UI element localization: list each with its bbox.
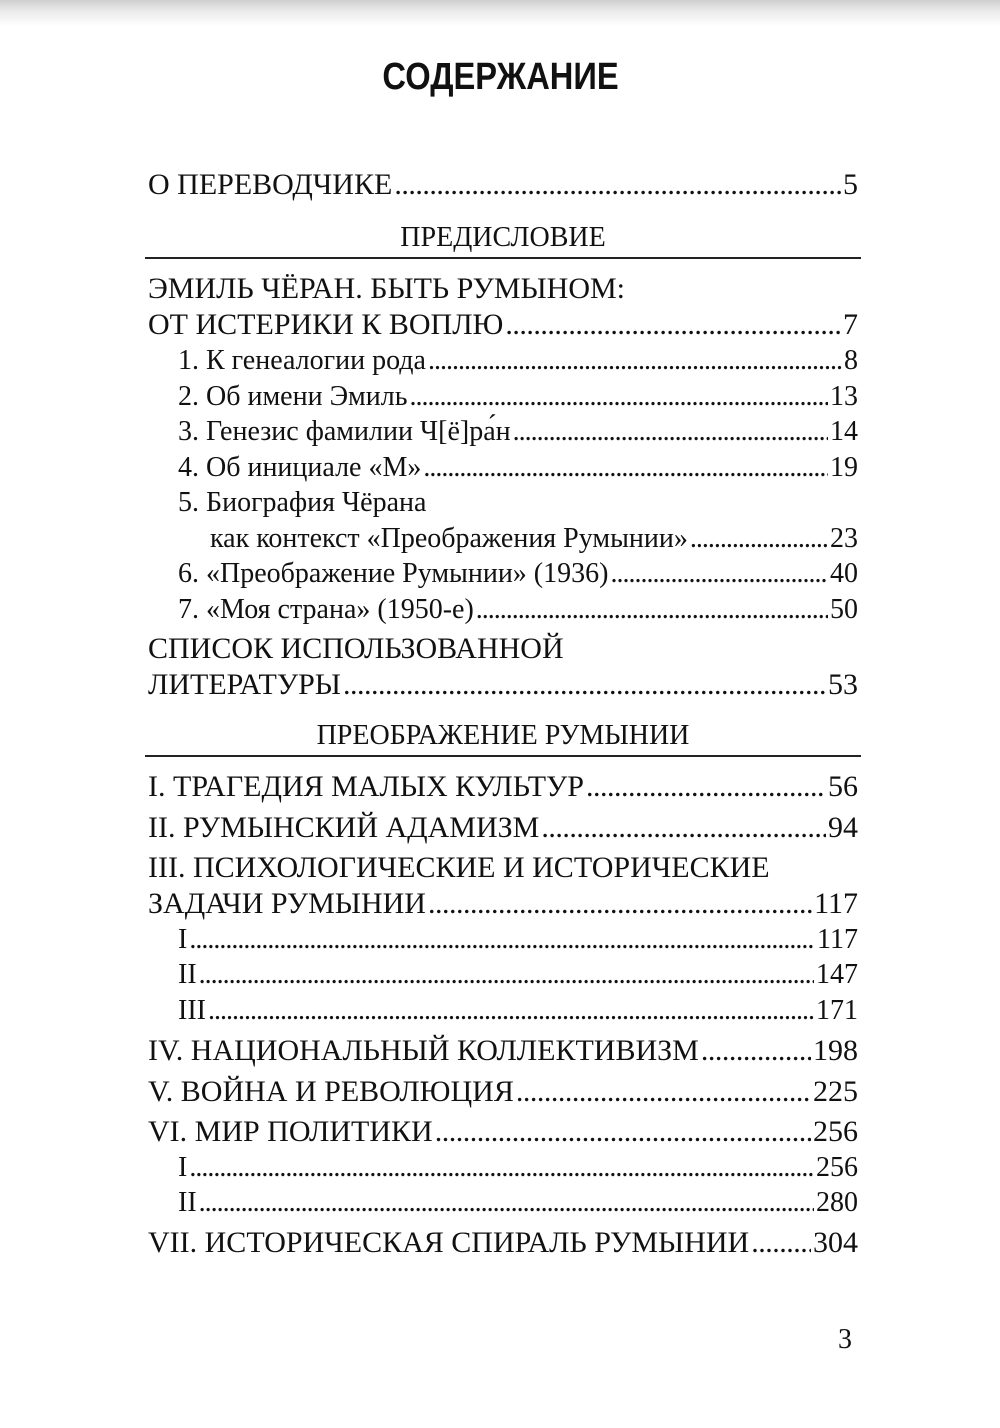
toc-entry-label: 6. «Преображение Румынии» (1936)	[178, 558, 609, 589]
toc-entry-page: 13	[830, 381, 858, 412]
toc-entry-label: IV. НАЦИОНАЛЬНЫЙ КОЛЛЕКТИВИЗМ	[148, 1034, 699, 1067]
toc-entry-chapter-2[interactable]	[148, 811, 858, 845]
toc-entry-chapter-7[interactable]	[148, 1226, 858, 1260]
toc-entry-page: 7	[843, 308, 858, 341]
toc-entry-preface-4[interactable]	[148, 452, 858, 484]
dot-leader	[541, 811, 826, 845]
toc-entry-page: 147	[816, 959, 858, 990]
toc-entry-preface-6[interactable]	[148, 558, 858, 590]
toc-entry-preface-3[interactable]	[148, 416, 858, 448]
dot-leader	[610, 558, 828, 590]
dot-leader	[189, 1152, 814, 1184]
page-title: СОДЕРЖАНИЕ	[382, 56, 619, 98]
dot-leader	[513, 416, 828, 448]
toc-entry-page: 8	[844, 345, 858, 376]
toc-entry-page: 171	[816, 995, 858, 1026]
toc-entry-page: 256	[816, 1152, 858, 1183]
toc-entry-preface-1[interactable]	[148, 345, 858, 377]
dot-leader	[394, 168, 841, 202]
toc-entry-label: III	[178, 995, 206, 1026]
dot-leader	[423, 452, 828, 484]
toc-entry-label: VII. ИСТОРИЧЕСКАЯ СПИРАЛЬ РУМЫНИИ	[148, 1226, 750, 1259]
toc-entry-chapter-3-part-2[interactable]	[148, 959, 858, 991]
dot-leader	[505, 308, 841, 342]
toc-entry-label: 3. Генезис фамилии Ч[ё]ра́н	[178, 416, 511, 447]
toc-entry-chapter-4[interactable]	[148, 1034, 858, 1068]
toc-entry-page: 304	[813, 1226, 858, 1259]
toc-entry-label: I	[178, 924, 188, 955]
toc-entry-chapter-5[interactable]	[148, 1075, 858, 1109]
toc-entry-label: I. ТРАГЕДИЯ МАЛЫХ КУЛЬТУР	[148, 770, 584, 803]
toc-entry-preface-2[interactable]	[148, 381, 858, 413]
toc-entry-page: 280	[816, 1187, 858, 1218]
toc-entry-label: ЗАДАЧИ РУМЫНИИ	[148, 887, 426, 920]
toc-entry-page: 56	[828, 770, 858, 803]
dot-leader	[586, 770, 826, 804]
toc-entry-chapter-6-part-2[interactable]	[148, 1187, 858, 1219]
dot-leader	[690, 523, 828, 555]
toc-entry-label: 2. Об имени Эмиль	[178, 381, 408, 412]
toc-entry-preface-7[interactable]	[148, 594, 858, 626]
toc-entry-label: II. РУМЫНСКИЙ АДАМИЗМ	[148, 811, 540, 844]
dot-leader	[199, 959, 814, 991]
toc-entry-chapter-1[interactable]	[148, 770, 858, 804]
section-heading-transfiguration: ПРЕОБРАЖЕНИЕ РУМЫНИИ	[145, 720, 861, 757]
toc-entry-label: II	[178, 1187, 197, 1218]
toc-entry-preface-5-line1[interactable]	[148, 487, 858, 519]
toc-entry-page: 14	[830, 416, 858, 447]
dot-leader	[410, 381, 829, 413]
toc-entry-page: 117	[817, 924, 858, 955]
toc-entry-bibliography-line1[interactable]	[148, 632, 858, 666]
page-number: 3	[838, 1324, 852, 1355]
toc-entry-label: ЭМИЛЬ ЧЁРАН. БЫТЬ РУМЫНОМ:	[148, 272, 626, 305]
toc-entry-label: III. ПСИХОЛОГИЧЕСКИЕ И ИСТОРИЧЕСКИЕ	[148, 851, 770, 884]
toc-entry-label: СПИСОК ИСПОЛЬЗОВАННОЙ	[148, 632, 564, 665]
toc-entry-chapter-3-part-3[interactable]	[148, 995, 858, 1027]
toc-entry-page: 256	[813, 1115, 858, 1148]
dot-leader	[428, 887, 812, 921]
toc-entry-page: 50	[830, 594, 858, 625]
dot-leader	[435, 1115, 811, 1149]
dot-leader	[343, 668, 826, 702]
toc-entry-label: I	[178, 1152, 188, 1183]
toc-entry-translator[interactable]	[148, 168, 858, 202]
toc-entry-label: как контекст «Преображения Румынии»	[210, 523, 688, 554]
dot-leader	[189, 924, 815, 956]
toc-entry-chapter-3-part-1[interactable]	[148, 924, 858, 956]
toc-entry-label: V. ВОЙНА И РЕВОЛЮЦИЯ	[148, 1075, 514, 1108]
toc-entry-page: 40	[830, 558, 858, 589]
toc-entry-label: II	[178, 959, 197, 990]
toc-entry-page: 53	[828, 668, 858, 701]
toc-entry-label: 5. Биография Чёрана	[178, 487, 427, 518]
toc-entry-label: VI. МИР ПОЛИТИКИ	[148, 1115, 433, 1148]
toc-entry-label: ЛИТЕРАТУРЫ	[148, 668, 341, 701]
dot-leader	[751, 1226, 811, 1260]
toc-entry-page: 5	[843, 168, 858, 201]
section-heading-preface: ПРЕДИСЛОВИЕ	[145, 222, 861, 259]
toc-entry-page: 225	[813, 1075, 858, 1108]
dot-leader	[516, 1075, 811, 1109]
toc-entry-preface-5[interactable]	[148, 523, 858, 555]
toc-entry-label: 4. Об инициале «М»	[178, 452, 422, 483]
toc-entry-chapter-6-part-1[interactable]	[148, 1152, 858, 1184]
dot-leader	[199, 1187, 814, 1219]
dot-leader	[428, 345, 842, 377]
viewer-top-shadow	[0, 0, 1000, 26]
toc-entry-label: О ПЕРЕВОДЧИКЕ	[148, 168, 393, 201]
toc-entry-label: 1. К генеалогии рода	[178, 345, 426, 376]
toc-entry-chapter-3[interactable]	[148, 887, 858, 921]
toc-entry-preface-heading-line1[interactable]	[148, 272, 858, 306]
toc-entry-label: 7. «Моя страна» (1950-е)	[178, 594, 474, 625]
toc-entry-page: 23	[830, 523, 858, 554]
toc-entry-chapter-3-line1[interactable]	[148, 851, 858, 885]
dot-leader	[701, 1034, 811, 1068]
toc-entry-page: 117	[814, 887, 858, 920]
dot-leader	[476, 594, 828, 626]
toc-entry-page: 198	[813, 1034, 858, 1067]
dot-leader	[208, 995, 814, 1027]
toc-entry-label: ОТ ИСТЕРИКИ К ВОПЛЮ	[148, 308, 504, 341]
toc-entry-chapter-6[interactable]	[148, 1115, 858, 1149]
toc-entry-page: 94	[828, 811, 858, 844]
toc-entry-preface-heading[interactable]	[148, 308, 858, 342]
toc-entry-page: 19	[830, 452, 858, 483]
toc-entry-bibliography[interactable]	[148, 668, 858, 702]
